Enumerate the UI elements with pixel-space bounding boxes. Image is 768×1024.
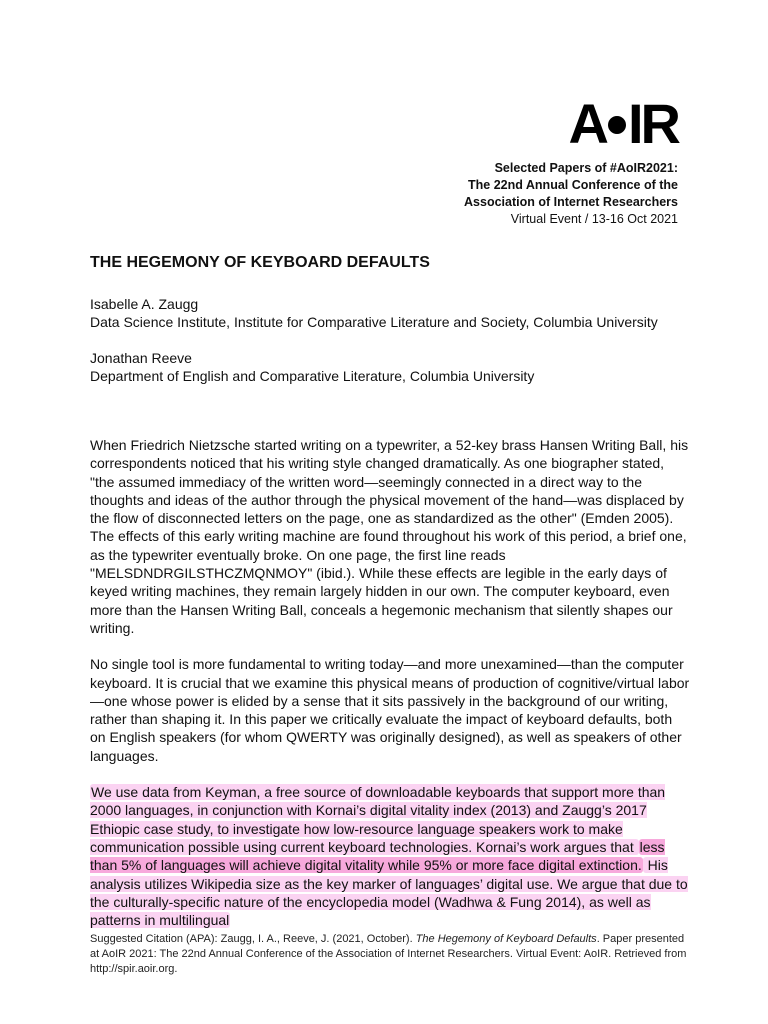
- aoir-logo: [338, 92, 678, 155]
- citation-prefix: Suggested Citation (APA): Zaugg, I. A., Reeve, J. (2021, October).: [90, 933, 416, 945]
- conference-event: Virtual Event / 13-16 Oct 2021: [510, 212, 678, 226]
- author-entry: [90, 295, 690, 331]
- paper-body: [90, 436, 690, 947]
- author-name: Isabelle A. Zaugg: [90, 296, 199, 312]
- logo-letter-a: A: [568, 92, 606, 155]
- highlighted-paragraph: [90, 783, 690, 929]
- body-paragraph: No single tool is more fundamental to writing today—and more unexamined—than the computer keyboard. It is crucial that we examine this physical means of production of cognitive/virtual labor—one whose power is elided by a sense that it sits passively in the background of our writing, rather than shaping it. In this paper we critically evaluate the impact of keyboard defaults, both on English speakers (for whom QWERTY was originally designed), as well as speakers of other languages.: [90, 656, 690, 764]
- paper-title: THE HEGEMONY OF KEYBOARD DEFAULTS: [90, 254, 430, 271]
- citation-title: The Hegemony of Keyboard Defaults: [415, 933, 597, 945]
- logo-dot-icon: [608, 116, 626, 134]
- author-affiliation: Department of English and Comparative Literature, Columbia University: [90, 368, 535, 384]
- citation-suffix: . Paper presented at AoIR 2021: The 22nd Annual Conference of the Association of Internet Researchers. Virtual Event: AoIR. Retrieved from http://spir.aoir.org.: [90, 933, 687, 975]
- suggested-citation: [90, 932, 690, 977]
- highlight-text[interactable]: We use data from Keyman, a free source of downloadable keyboards that support more than 2000 languages, in conjunction with Kornai’s digital vitality index (2013) and Zaugg’s 2017 Ethiopic case study, to investigate how low-resource language speakers work to make communication possible using current keyboard technologies. Kornai’s work argues that: [90, 784, 666, 855]
- author-entry: [90, 349, 690, 385]
- conference-subtitle-1: The 22nd Annual Conference of the: [468, 178, 678, 192]
- author-list: [90, 295, 690, 403]
- conference-title: Selected Papers of #AoIR2021:: [494, 161, 678, 175]
- highlight-text[interactable]: His analysis utilizes Wikipedia size as the key marker of languages’ digital use. We argue that due to the culturally-specific nature of the encyclopedia model (Wadhwa & Fung 2014), as well as patterns in multilingual: [90, 857, 688, 929]
- author-affiliation: Data Science Institute, Institute for Comparative Literature and Society, Columbia University: [90, 314, 658, 330]
- logo-letters-ir: IR: [628, 92, 678, 155]
- body-paragraph: When Friedrich Nietzsche started writing on a typewriter, a 52-key brass Hansen Writing Ball, his correspondents noticed that his writing style changed dramatically. As one biographer stated, "the assumed immediacy of the written word—seemingly connected in a direct way to the thoughts and ideas of the author through the physical movement of the hand—was displaced by the flow of disconnected letters on the page, one as standardized as the other" (Emden 2005). The effects of this early writing machine are found throughout his work of this period, a brief one, as the typewriter eventually broke. On one page, the first line reads "MELSDNDRGILSTHCZMQNMOY" (ibid.). While these effects are legible in the early days of keyed writing machines, they remain largely hidden in our own. The computer keyboard, even more than the Hansen Writing Ball, conceals a hegemonic mechanism that silently shapes our writing.: [90, 437, 689, 636]
- conference-subtitle-2: Association of Internet Researchers: [464, 195, 678, 209]
- strong-highlight-text[interactable]: less than 5% of languages will achieve digital vitality while 95% or more face digital extinction.: [90, 838, 665, 874]
- conference-header: [338, 92, 678, 228]
- author-name: Jonathan Reeve: [90, 350, 192, 366]
